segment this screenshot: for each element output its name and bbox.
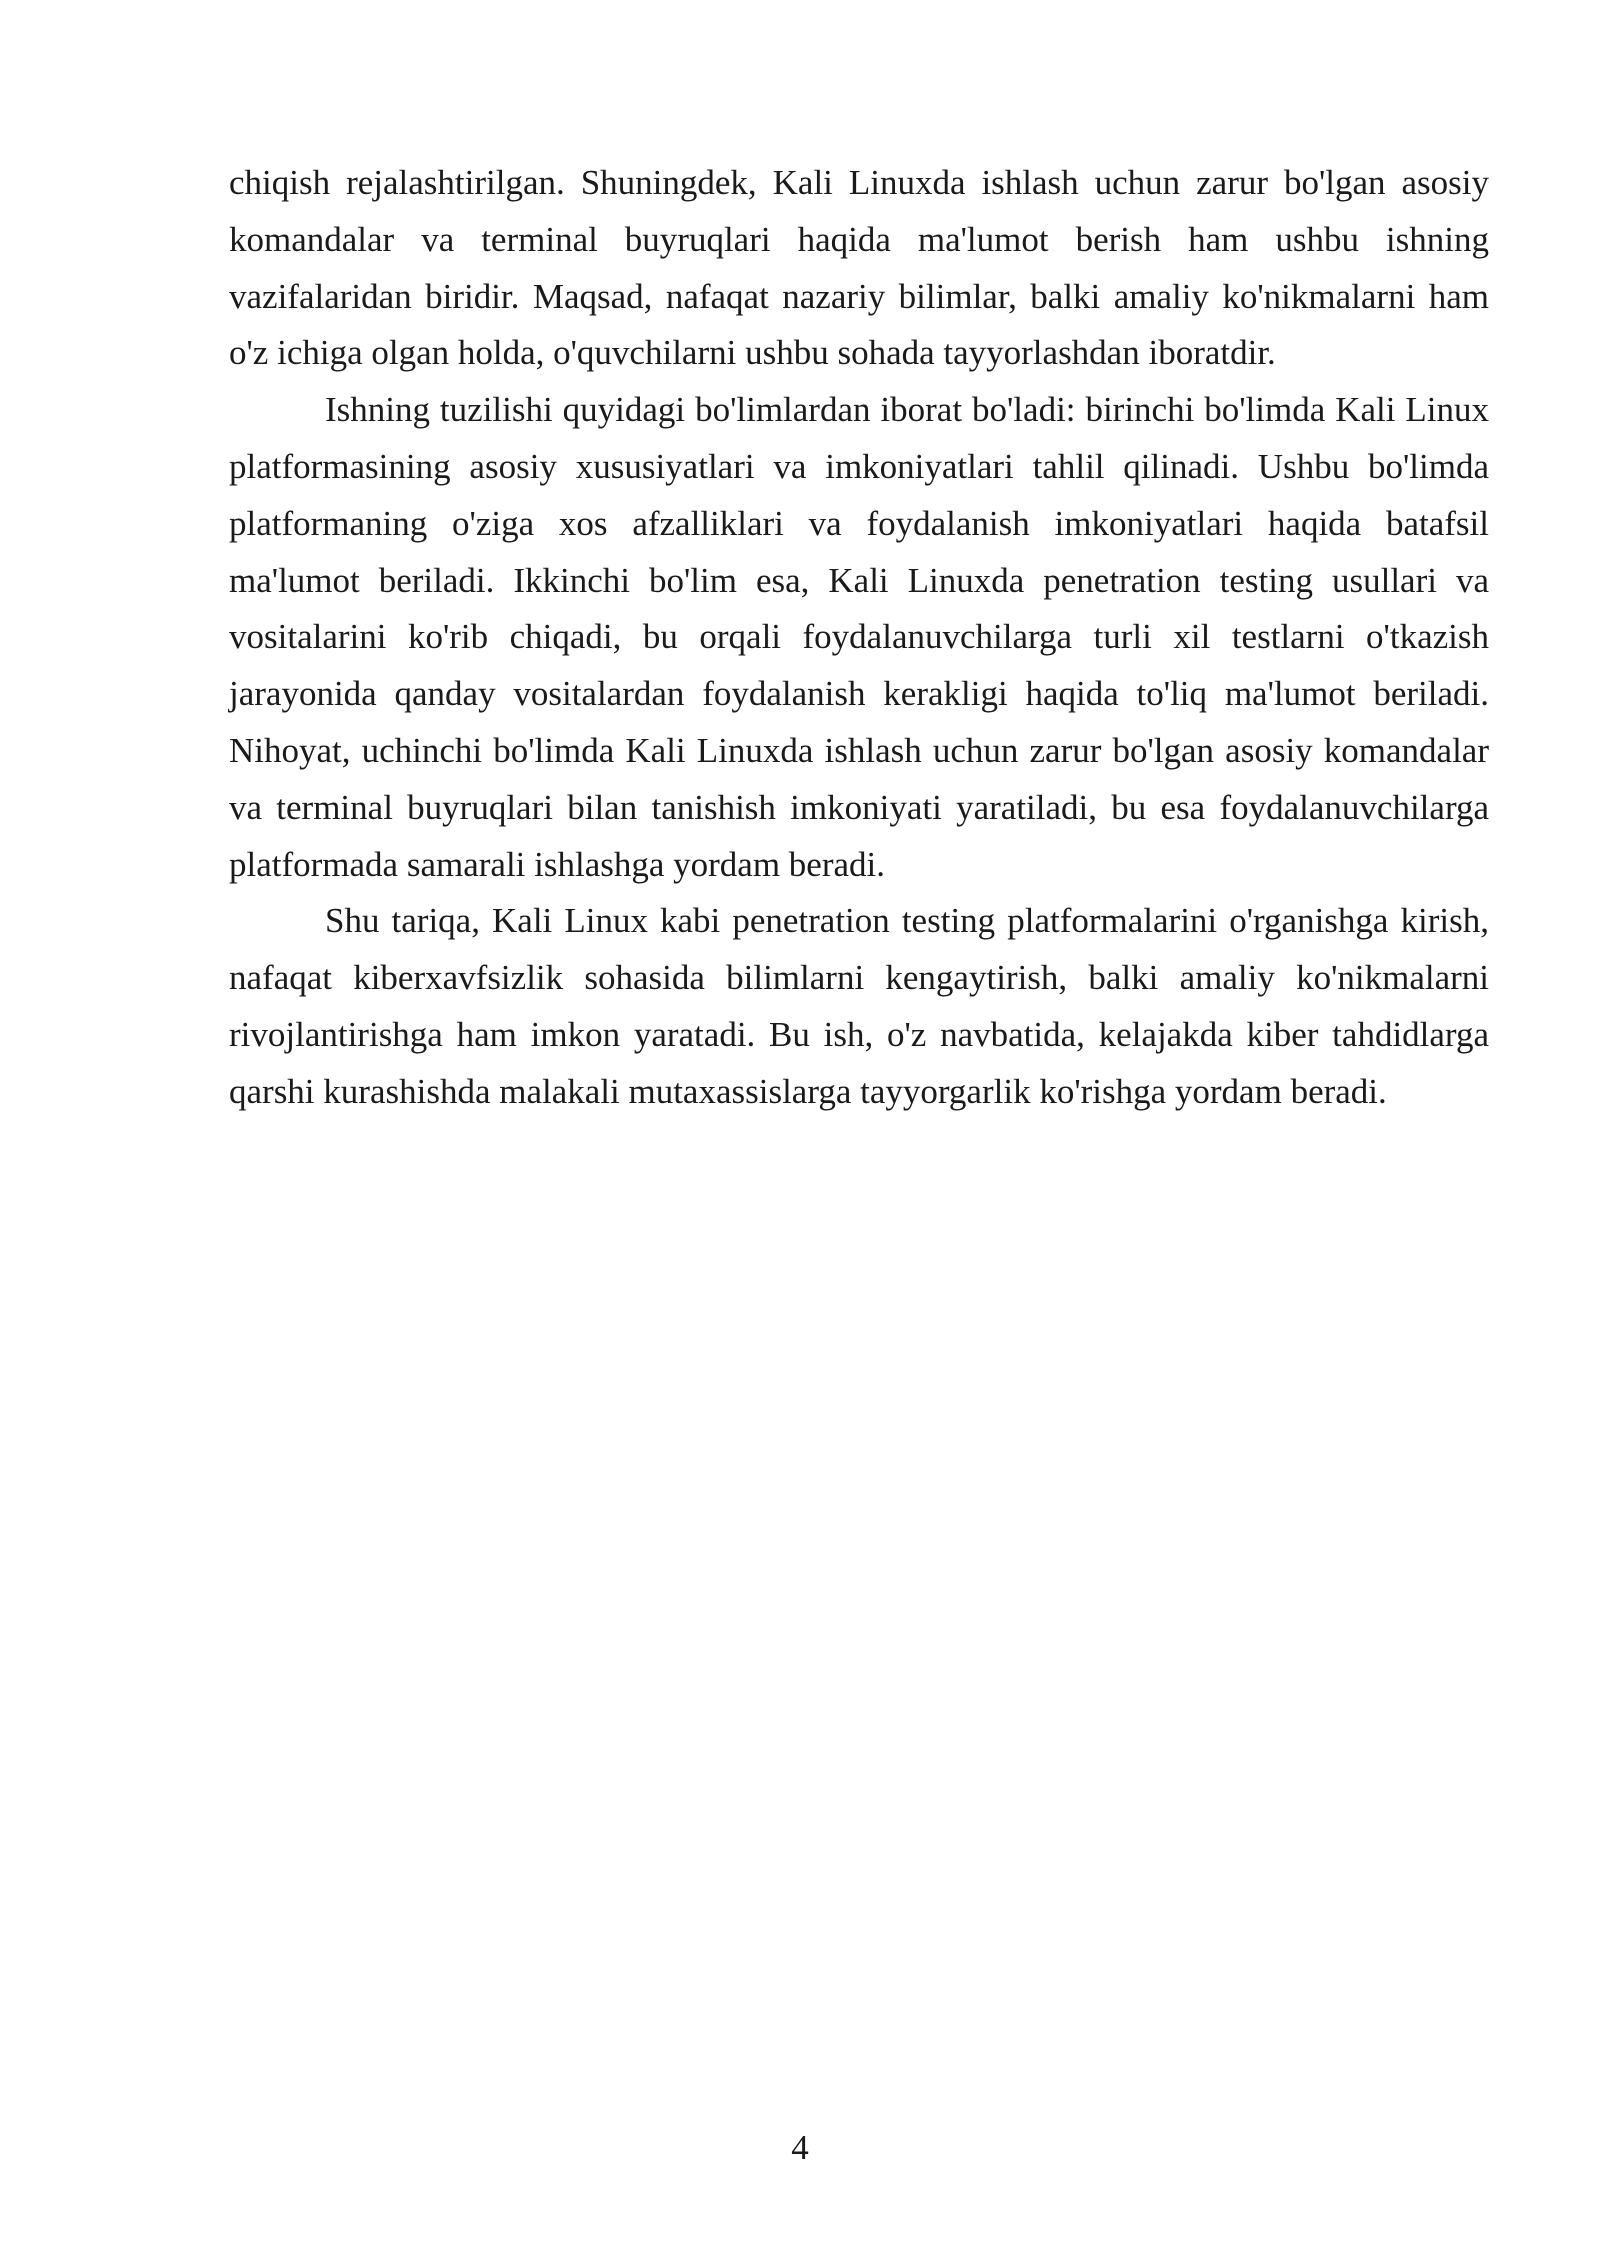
- paragraph-continued: chiqish rejalashtirilgan. Shuningdek, Kali Linuxda ishlash uchun zarur bo'lgan asosiy komandalar va terminal buyruqlari haqida ma'lumot berish ham ushbu ishning vazifalaridan biridir. Maqsad, nafaqat nazariy bilimlar, balki amaliy ko'nikmalarni ham o'z ichiga olgan holda, o'quvchilarni ushbu sohada tayyorlashdan iboratdir.: [229, 163, 1489, 373]
- paragraph-conclusion: Shu tariqa, Kali Linux kabi penetration testing platformalarini o'rganishga kirish, nafaqat kiberxavfsizlik sohasida bilimlarni kengaytirish, balki amaliy ko'nikmalarni rivojlantirishga ham imkon yaratadi. Bu ish, o'z navbatida, kelajakda kiber tahdidlarga qarshi kurashishda malakali mutaxassislarga tayyorgarlik ko'rishga yordam beradi.: [229, 901, 1489, 1111]
- page-number: 4: [791, 2128, 809, 2167]
- paragraph-structure: Ishning tuzilishi quyidagi bo'limlardan iborat bo'ladi: birinchi bo'limda Kali Linux platformasining asosiy xususiyatlari va imkoniyatlari tahlil qilinadi. Ushbu bo'limda platformaning o'ziga xos afzalliklari va foydalanish imkoniyatlari haqida batafsil ma'lumot beriladi. Ikkinchi bo'lim esa, Kali Linuxda penetration testing usullari va vositalarini ko'rib chiqadi, bu orqali foydalanuvchilarga turli xil testlarni o'tkazish jarayonida qanday vositalardan foydalanish kerakligi haqida to'liq ma'lumot beriladi. Nihoyat, uchinchi bo'limda Kali Linuxda ishlash uchun zarur bo'lgan asosiy komandalar va terminal buyruqlari bilan tanishish imkoniyati yaratiladi, bu esa foydalanuvchilarga platformada samarali ishlashga yordam beradi.: [229, 390, 1489, 884]
- document-body: [229, 155, 1489, 1121]
